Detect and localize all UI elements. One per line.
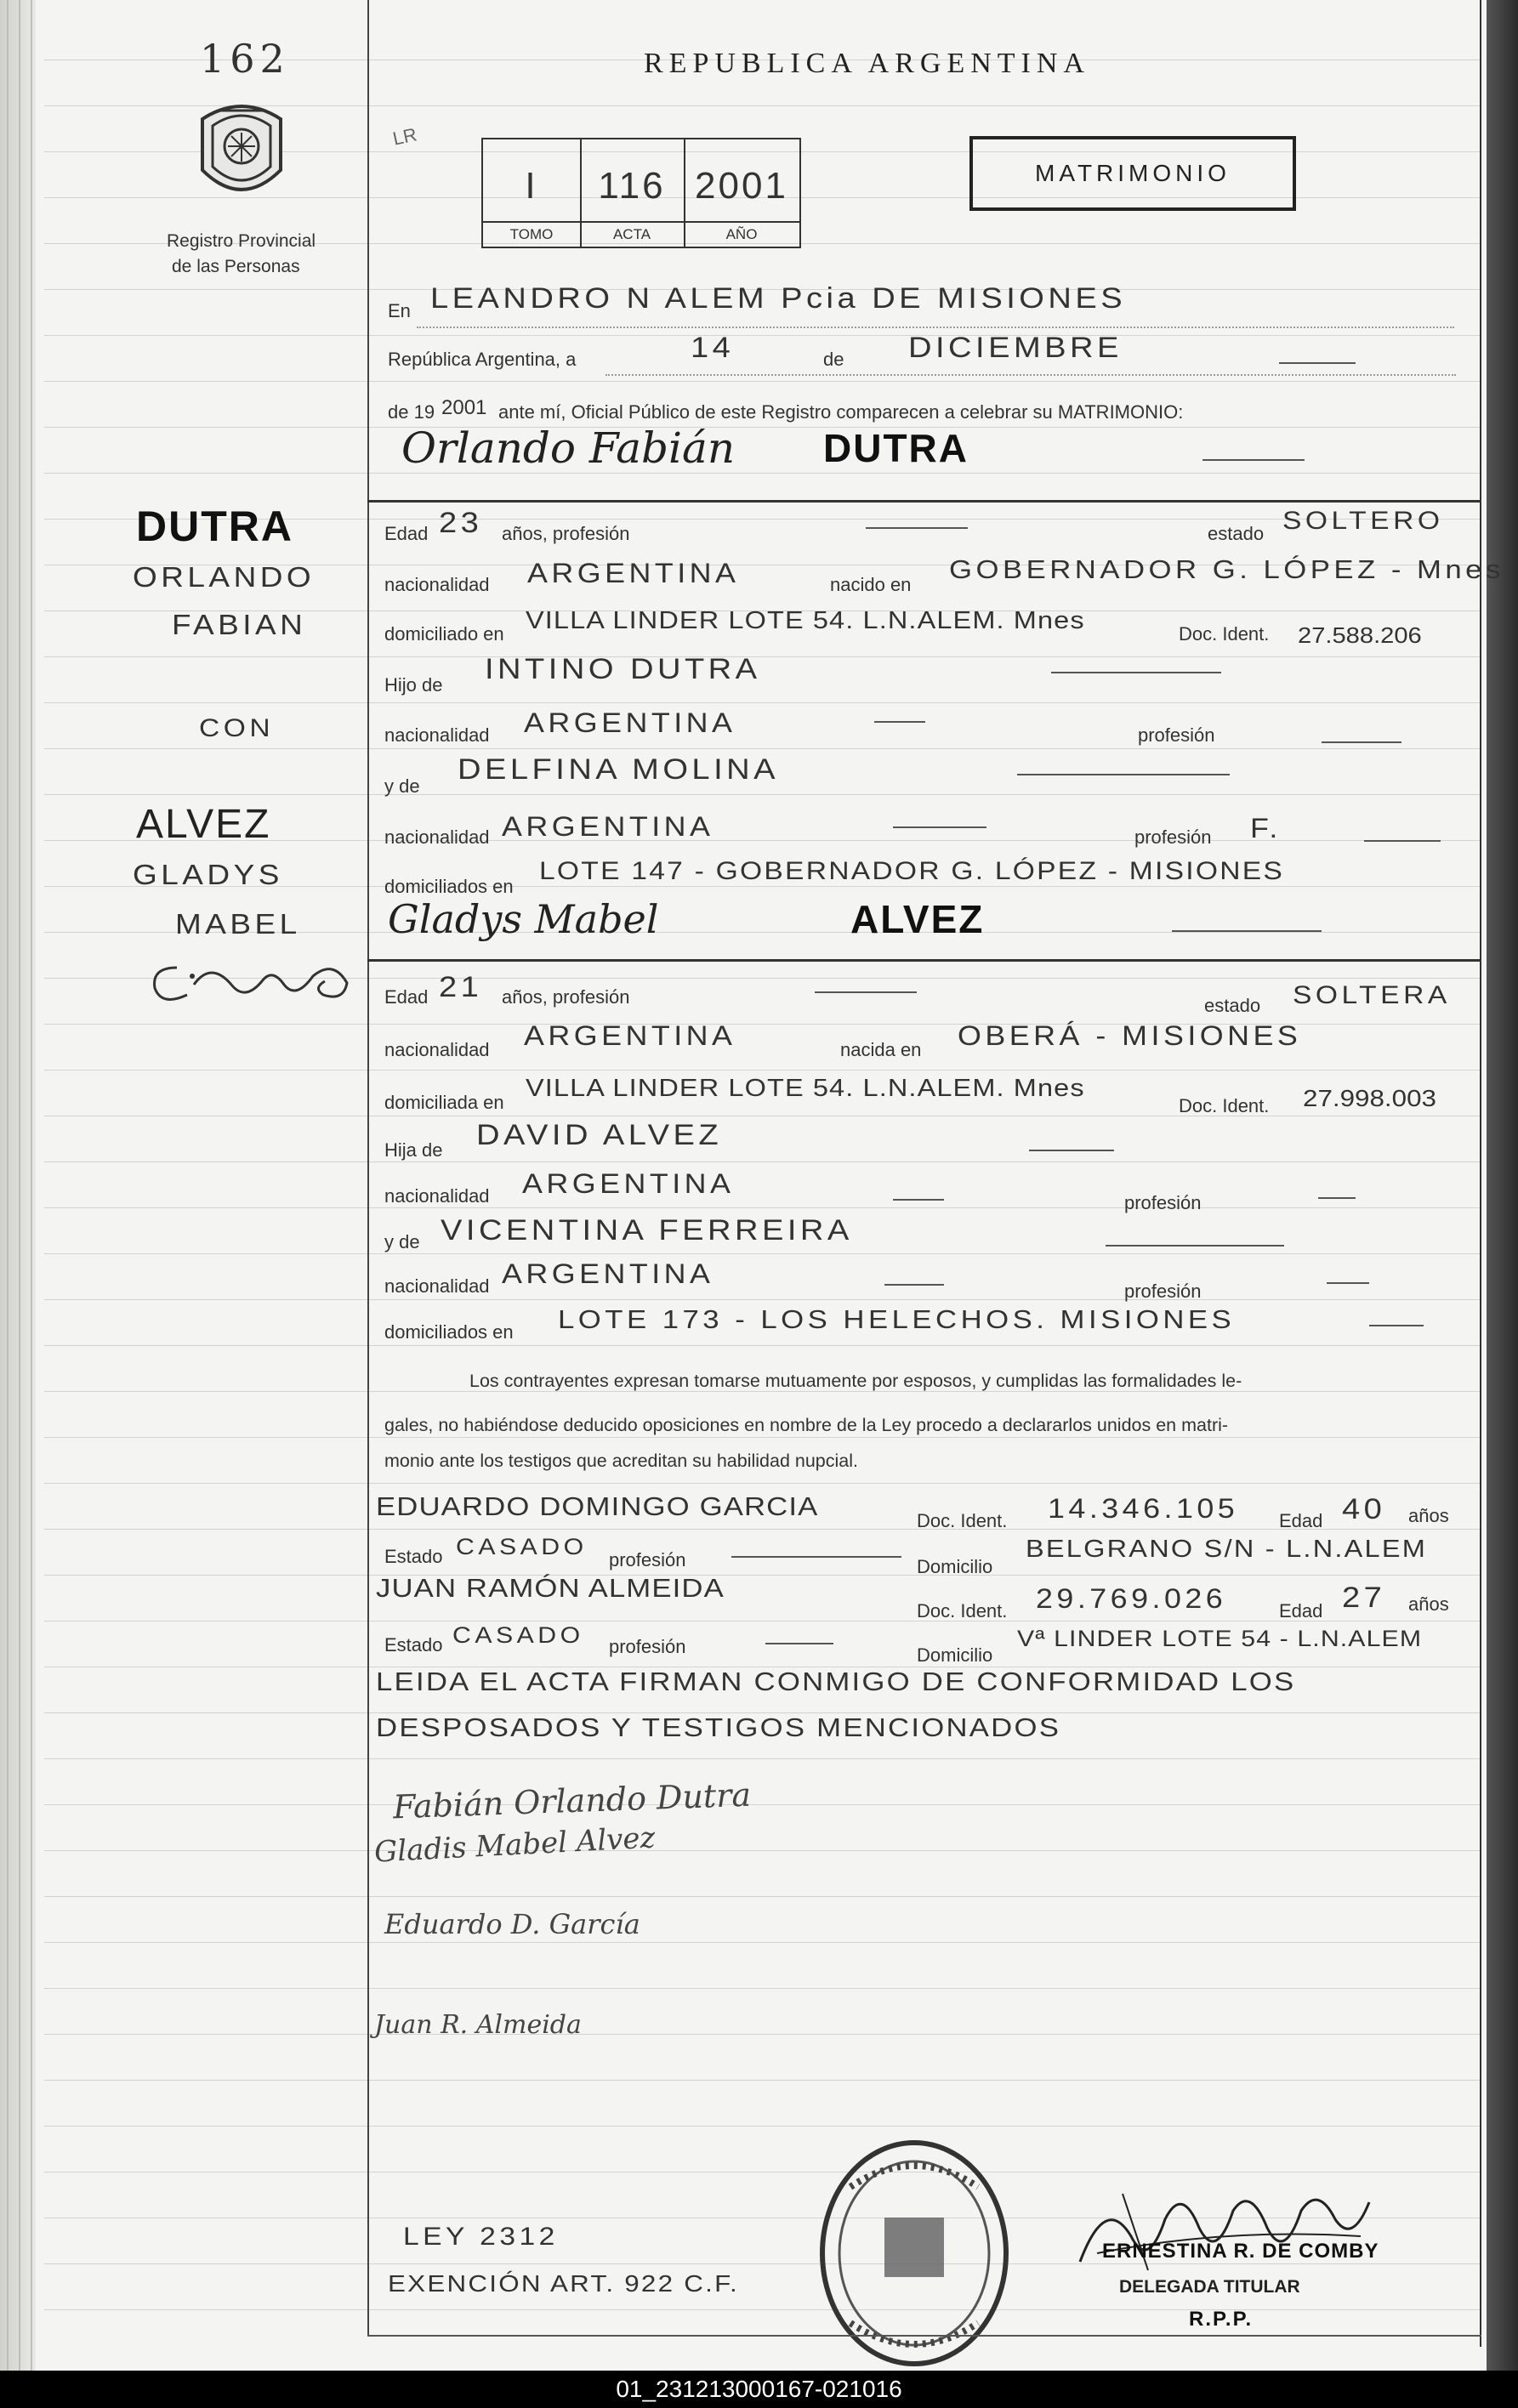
en-label: En: [388, 300, 411, 321]
groom-name-first: Orlando Fabián: [401, 423, 736, 473]
bride-dom-label: domiciliada en: [384, 1092, 504, 1113]
scan-id: 01_231213000167-021016: [616, 2376, 902, 2402]
bride-birthplace: OBERÁ - MISIONES: [958, 1020, 1302, 1051]
act-type-box: [969, 136, 1296, 211]
ruled-line: [44, 1988, 1481, 1989]
witness2-name: JUAN RAMÓN ALMEIDA: [376, 1573, 725, 1603]
closing-line2: DESPOSADOS Y TESTIGOS MENCIONADOS: [376, 1712, 1061, 1742]
ruled-line: [44, 1942, 1481, 1943]
blank-dash: [1106, 1245, 1284, 1247]
groom-name-last: DUTRA: [823, 426, 969, 470]
ruled-line: [44, 1850, 1481, 1851]
witness2-edad-label: Edad: [1279, 1600, 1323, 1621]
groom-mother: DELFINA MOLINA: [458, 753, 780, 786]
year-label: de 19: [388, 401, 435, 423]
acta-cell: [580, 139, 685, 247]
tomo-cell: [483, 139, 582, 247]
ruled-line: [44, 702, 1481, 703]
groom-parents-address: LOTE 147 - GOBERNADOR G. LÓPEZ - MISIONES: [539, 857, 1285, 885]
bride-father: DAVID ALVEZ: [476, 1119, 723, 1151]
country-title: REPUBLICA ARGENTINA: [644, 48, 1090, 79]
groom-father: INTINO DUTRA: [485, 653, 761, 685]
official-title: DELEGADA TITULAR: [1119, 2277, 1300, 2297]
bride-father-nationality: ARGENTINA: [522, 1168, 735, 1199]
witness2-prof-label: profesión: [609, 1636, 686, 1657]
blank-dash: [866, 527, 968, 529]
groom-hijo-label: Hijo de: [384, 674, 443, 696]
signature-bride: Gladis Mabel Alvez: [373, 1820, 657, 1870]
bride-doc-label: Doc. Ident.: [1179, 1095, 1270, 1116]
de-label: de: [823, 349, 844, 370]
margin-flourish: [143, 951, 364, 1019]
ruled-line: [44, 381, 1481, 382]
witness2-doc: 29.769.026: [1036, 1583, 1227, 1614]
groom-yde-label: y de: [384, 775, 420, 797]
bride-mother: VICENTINA FERREIRA: [441, 1214, 853, 1247]
witness1-age: 40: [1342, 1493, 1386, 1525]
ruled-line: [44, 748, 1481, 749]
bride-mother-prof-label: profesión: [1124, 1281, 1202, 1302]
bride-mother-nat-label: nacionalidad: [384, 1275, 490, 1297]
blank-dash: [1327, 1282, 1369, 1284]
witness2-estado-label: Estado: [384, 1634, 443, 1656]
ruled-line: [44, 656, 1481, 657]
groom-father-nat-label: nacionalidad: [384, 724, 490, 746]
bride-father-nat-label: nacionalidad: [384, 1185, 490, 1207]
bride-name-first: Gladys Mabel: [388, 896, 659, 942]
registry-label-line2: de las Personas: [172, 257, 300, 276]
bride-name-last: ALVEZ: [850, 897, 985, 941]
tomo-label: TOMO: [483, 221, 580, 243]
republica-label: República Argentina, a: [388, 349, 577, 370]
ruled-line: [44, 1345, 1481, 1346]
exencion-note: EXENCIÓN ART. 922 C.F.: [388, 2270, 739, 2297]
provincial-crest: [194, 94, 289, 209]
bride-nat-label: nacionalidad: [384, 1039, 490, 1060]
ruled-line: [44, 1070, 1481, 1071]
blank-dash: [815, 991, 917, 993]
bride-nacida-label: nacida en: [840, 1039, 922, 1060]
intro-year: 2001: [441, 396, 487, 419]
ano-label: AÑO: [684, 221, 799, 243]
blank-dash: [1029, 1150, 1114, 1151]
groom-estado-label: estado: [1208, 523, 1265, 544]
bride-yde-label: y de: [384, 1231, 420, 1252]
ruled-line: [44, 1437, 1481, 1438]
witness1-name: EDUARDO DOMINGO GARCIA: [376, 1491, 819, 1521]
ruled-line: [44, 1161, 1481, 1162]
witness2-estado: CASADO: [452, 1622, 584, 1648]
official-name: ERNESTINA R. DE COMBY: [1102, 2240, 1379, 2263]
signature-groom: Fabián Orlando Dutra: [392, 1775, 752, 1826]
groom-doc: 27.588.206: [1298, 622, 1422, 648]
ruled-line: [44, 1299, 1481, 1300]
acta-value: 116: [598, 165, 666, 207]
official-signature-scribble: [1072, 2177, 1378, 2279]
blank-dash: [1364, 840, 1441, 842]
blank-dash: [893, 826, 986, 828]
bride-address: VILLA LINDER LOTE 54. L.N.ALEM. Mnes: [526, 1075, 1085, 1102]
groom-mother-profession: F.: [1250, 813, 1282, 843]
signature-witness1: Eduardo D. García: [384, 1908, 640, 1940]
ruled-line: [44, 473, 1481, 474]
blank-dash: [1172, 930, 1322, 932]
ruled-line: [44, 2126, 1481, 2127]
acta-label: ACTA: [580, 221, 684, 243]
ruled-line: [44, 2309, 1481, 2310]
bride-age: 21: [439, 971, 483, 1003]
ruled-line: [44, 1758, 1481, 1759]
bride-doc: 27.998.003: [1303, 1085, 1436, 1111]
groom-age: 23: [439, 507, 483, 539]
groom-parents-dom-label: domiciliados en: [384, 876, 514, 897]
bride-nationality: ARGENTINA: [524, 1020, 736, 1051]
closing-line1: LEIDA EL ACTA FIRMAN CONMIGO DE CONFORMIDAD LOS: [376, 1667, 1296, 1696]
groom-nationality: ARGENTINA: [527, 558, 740, 588]
ruled-line: [44, 1529, 1481, 1530]
margin-line-left: [367, 0, 369, 2337]
blank-dash: [731, 1556, 901, 1558]
ruled-line: [44, 1207, 1481, 1208]
ruled-line: [44, 427, 1481, 428]
witness1-edad-label: Edad: [1279, 1510, 1323, 1531]
witness1-doc-label: Doc. Ident.: [917, 1510, 1008, 1531]
witness1-prof-label: profesión: [609, 1549, 686, 1570]
act-type: MATRIMONIO: [1035, 160, 1231, 186]
witness2-dom-label: Domicilio: [917, 1644, 993, 1666]
side-groom-second: FABIAN: [172, 609, 307, 640]
bottom-rule: [367, 2335, 1481, 2337]
groom-mother-nationality: ARGENTINA: [502, 811, 714, 842]
bride-estado: SOLTERA: [1293, 981, 1451, 1009]
groom-doc-label: Doc. Ident.: [1179, 623, 1270, 645]
groom-dom-label: domiciliado en: [384, 623, 504, 645]
blank-dash: [1051, 672, 1221, 673]
witness1-estado-label: Estado: [384, 1546, 443, 1567]
bride-hija-label: Hija de: [384, 1139, 443, 1161]
groom-address: VILLA LINDER LOTE 54. L.N.ALEM. Mnes: [526, 607, 1085, 634]
bride-estado-label: estado: [1204, 995, 1261, 1016]
ruled-line: [44, 1575, 1481, 1576]
ruled-line: [44, 1896, 1481, 1897]
registry-label-line1: Registro Provincial: [167, 231, 316, 251]
side-bride-second: MABEL: [175, 908, 301, 940]
groom-anos-label: años, profesión: [502, 523, 630, 544]
blank-dash: [1202, 459, 1305, 461]
witness1-doc: 14.346.105: [1048, 1493, 1239, 1524]
section-divider: [367, 500, 1481, 503]
ruled-line: [44, 794, 1481, 795]
section-divider: [367, 959, 1481, 962]
blank-dash: [874, 721, 925, 723]
blank-dash: [1369, 1325, 1424, 1326]
bride-anos-label: años, profesión: [502, 986, 630, 1008]
declaration-line1: Los contrayentes expresan tomarse mutuamente por esposos, y cumplidas las formalidades le-: [469, 1371, 1242, 1391]
blank-dash: [884, 1284, 944, 1286]
side-groom-last: DUTRA: [136, 503, 293, 550]
groom-mother-prof-label: profesión: [1134, 826, 1212, 848]
groom-father-nationality: ARGENTINA: [524, 707, 736, 738]
ley-note: LEY 2312: [403, 2223, 559, 2251]
groom-birthplace: GOBERNADOR G. LÓPEZ - Mnes: [949, 554, 1504, 584]
tomo-value: I: [525, 165, 538, 207]
margin-line-right: [1480, 0, 1481, 2347]
signature-witness2: Juan R. Almeida: [374, 2010, 582, 2040]
side-bride-first: GLADYS: [133, 859, 283, 890]
ruled-line: [44, 1253, 1481, 1254]
intro-month: DICIEMBRE: [908, 332, 1123, 364]
groom-nat-label: nacionalidad: [384, 574, 490, 595]
page-right-edge: [1487, 0, 1518, 2371]
witness2-domicilio: Vª LINDER LOTE 54 - L.N.ALEM: [1017, 1626, 1423, 1651]
dotline: [605, 374, 1456, 376]
ano-value: 2001: [695, 165, 788, 207]
bride-father-prof-label: profesión: [1124, 1192, 1202, 1213]
witness2-age: 27: [1342, 1582, 1386, 1614]
groom-mother-nat-label: nacionalidad: [384, 826, 490, 848]
declaration-line2: gales, no habiéndose deducido oposiciones en nombre de la Ley procedo a declararlos unidos en matri-: [384, 1415, 1229, 1435]
blank-dash: [1318, 1197, 1356, 1199]
witness2-doc-label: Doc. Ident.: [917, 1600, 1008, 1621]
witness1-anos-label: años: [1408, 1505, 1449, 1526]
bride-edad-label: Edad: [384, 986, 429, 1008]
blank-dash: [1279, 362, 1356, 364]
ano-cell: [684, 139, 799, 247]
blank-dash: [1322, 741, 1401, 743]
witness1-estado: CASADO: [456, 1534, 588, 1559]
binding-strip: [0, 0, 36, 2371]
tomo-acta-ano-table: [481, 138, 801, 248]
ruled-line: [44, 1804, 1481, 1805]
witness1-domicilio: BELGRANO S/N - L.N.ALEM: [1026, 1536, 1428, 1563]
witness1-dom-label: Domicilio: [917, 1556, 993, 1577]
intro-day: 14: [691, 332, 735, 364]
bride-mother-nationality: ARGENTINA: [502, 1258, 714, 1289]
groom-father-prof-label: profesión: [1138, 724, 1215, 746]
witness2-anos-label: años: [1408, 1593, 1449, 1615]
intro-place: LEANDRO N ALEM Pcia DE MISIONES: [430, 282, 1127, 315]
bride-parents-address: LOTE 173 - LOS HELECHOS. MISIONES: [558, 1304, 1236, 1334]
ruled-line: [44, 2080, 1481, 2081]
blank-dash: [893, 1199, 944, 1201]
page-number: 162: [200, 36, 290, 82]
groom-nacido-label: nacido en: [830, 574, 912, 595]
bride-parents-dom-label: domiciliados en: [384, 1321, 514, 1343]
groom-edad-label: Edad: [384, 523, 429, 544]
ruled-line: [44, 2034, 1481, 2035]
blank-dash: [765, 1643, 833, 1644]
intro-statement: ante mí, Oficial Público de este Registro comparecen a celebrar su MATRIMONIO:: [498, 401, 1184, 423]
blank-dash: [1017, 774, 1230, 775]
scan-id-bar: [0, 2371, 1518, 2408]
official-office: R.P.P.: [1189, 2308, 1254, 2331]
corner-mark: LR: [390, 123, 419, 150]
side-groom-first: ORLANDO: [133, 561, 316, 593]
dotline: [417, 327, 1454, 328]
side-bride-last: ALVEZ: [136, 802, 271, 847]
declaration-line3: monio ante los testigos que acreditan su habilidad nupcial.: [384, 1451, 858, 1471]
ruled-line: [44, 1483, 1481, 1484]
ruled-line: [44, 335, 1481, 336]
groom-estado: SOLTERO: [1282, 507, 1444, 535]
side-con: CON: [199, 714, 275, 742]
